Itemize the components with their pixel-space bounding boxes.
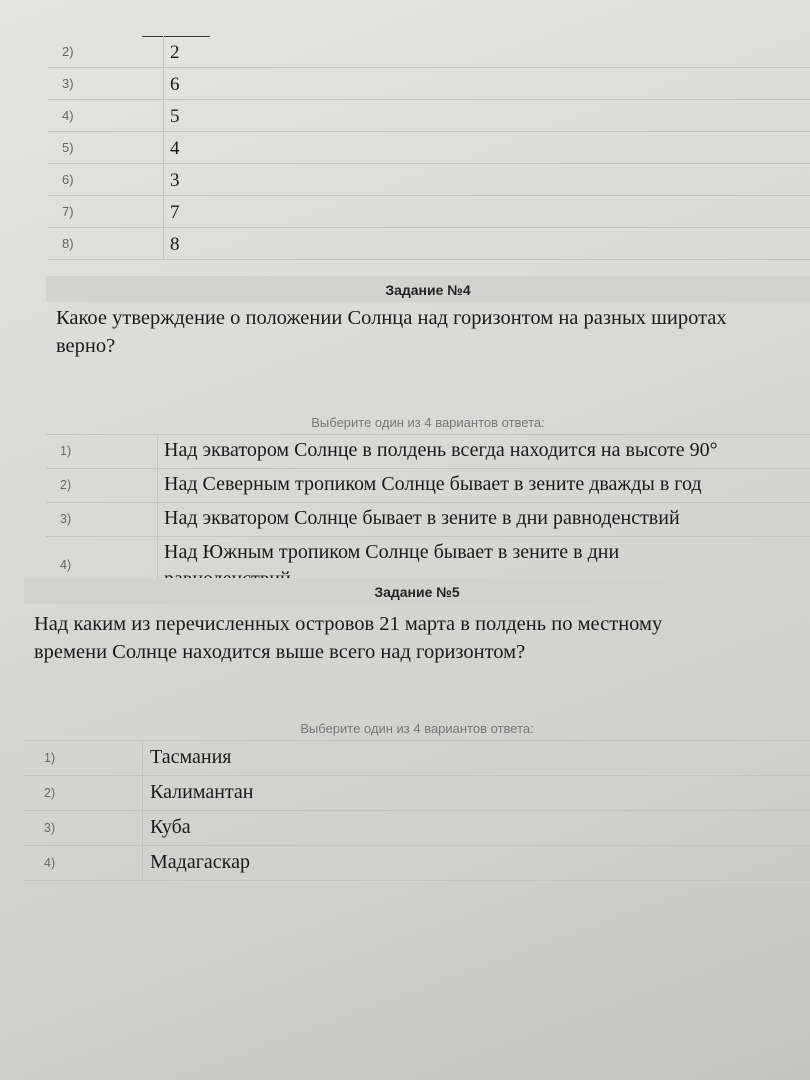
question-line: времени Солнце находится выше всего над горизонтом?	[34, 641, 526, 663]
row-number: 8)	[62, 236, 74, 251]
table-row	[48, 36, 810, 68]
task-4-question	[46, 302, 810, 412]
row-value: 6	[170, 74, 180, 95]
row-value: 4	[170, 138, 180, 159]
option-number: 3)	[44, 821, 56, 835]
option-number: 3)	[60, 512, 72, 526]
option-text: Над экватором Солнце бывает в зените в дни равноденствий	[164, 507, 680, 529]
answer-option-3[interactable]	[46, 502, 810, 536]
column-divider	[142, 846, 143, 880]
row-number: 4)	[62, 108, 74, 123]
answer-table	[48, 36, 810, 260]
choose-instruction: Выберите один из 4 вариантов ответа:	[311, 415, 545, 430]
answer-option-1[interactable]	[24, 740, 810, 775]
column-divider	[157, 503, 158, 536]
task-5-question	[24, 604, 810, 718]
column-divider	[163, 36, 164, 67]
row-value: 3	[170, 170, 180, 191]
option-number: 2)	[60, 478, 72, 492]
column-divider	[163, 164, 164, 195]
row-number: 7)	[62, 204, 74, 219]
column-divider	[163, 132, 164, 163]
column-divider	[157, 469, 158, 502]
column-divider	[157, 435, 158, 468]
question-line: верно?	[56, 335, 116, 357]
answer-option-4[interactable]	[24, 845, 810, 881]
row-value: 2	[170, 42, 180, 63]
option-number: 1)	[44, 751, 56, 765]
row-value: 5	[170, 106, 180, 127]
choose-instruction: Выберите один из 4 вариантов ответа:	[300, 721, 534, 736]
column-divider	[142, 741, 143, 775]
column-divider	[142, 811, 143, 845]
row-number: 6)	[62, 172, 74, 187]
row-number: 3)	[62, 76, 74, 91]
task-5-title: Задание №5	[24, 578, 810, 604]
table-row	[48, 68, 810, 100]
row-value: 8	[170, 234, 180, 255]
table-row	[48, 164, 810, 196]
option-text: Над экватором Солнце в полдень всегда находится на высоте 90°	[164, 439, 718, 461]
column-divider	[163, 100, 164, 131]
column-divider	[142, 776, 143, 810]
option-text: Куба	[150, 816, 191, 838]
task-5	[24, 578, 810, 881]
option-text-line: Над Южным тропиком Солнце бывает в зените в дни	[164, 541, 620, 563]
answer-option-2[interactable]	[24, 775, 810, 810]
question-line: Над каким из перечисленных островов 21 марта в полдень по местному	[34, 613, 663, 635]
task-4	[46, 276, 810, 592]
option-text: Мадагаскар	[150, 851, 250, 873]
column-divider	[163, 68, 164, 99]
option-text: Тасмания	[150, 746, 232, 768]
answer-option-1[interactable]	[46, 434, 810, 468]
table-row	[48, 132, 810, 164]
question-line: Какое утверждение о положении Солнца над горизонтом на разных широтах	[56, 307, 727, 329]
task-4-title: Задание №4	[46, 276, 810, 302]
table-row	[48, 228, 810, 260]
option-text: Над Северным тропиком Солнце бывает в зените дважды в год	[164, 473, 702, 495]
table-row	[48, 196, 810, 228]
option-number: 2)	[44, 786, 56, 800]
table-row	[48, 100, 810, 132]
answer-option-2[interactable]	[46, 468, 810, 502]
option-number: 4)	[44, 856, 56, 870]
option-text: Калимантан	[150, 781, 254, 803]
column-divider	[163, 228, 164, 259]
row-number: 5)	[62, 140, 74, 155]
option-number: 4)	[60, 558, 72, 572]
column-divider	[163, 196, 164, 227]
option-number: 1)	[60, 444, 72, 458]
answer-option-3[interactable]	[24, 810, 810, 845]
row-number: 2)	[62, 44, 74, 59]
row-value: 7	[170, 202, 180, 223]
